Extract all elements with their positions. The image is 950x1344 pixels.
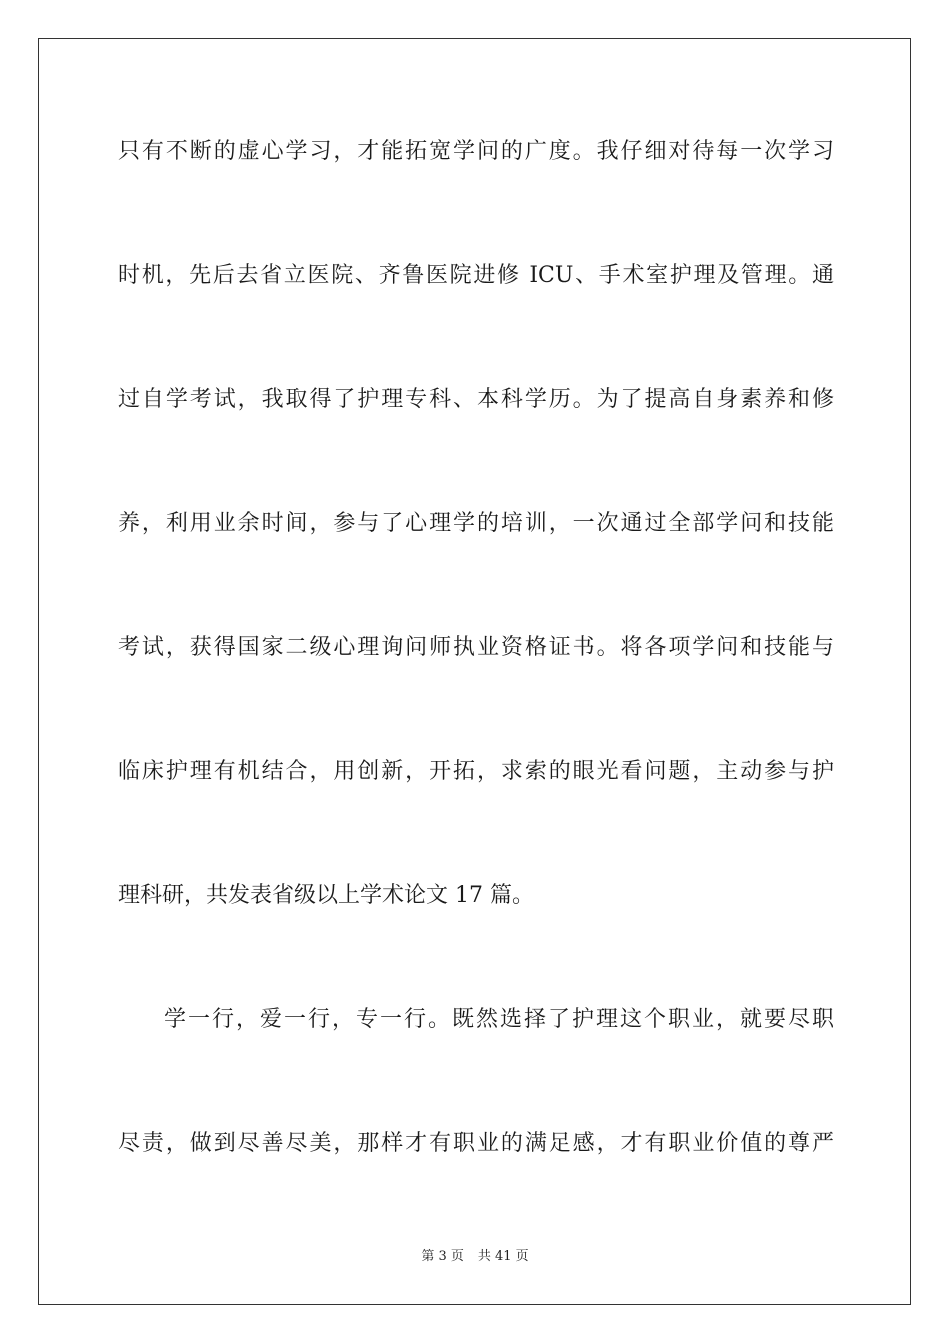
page-footer — [0, 1248, 950, 1266]
paragraph-line: 过自学考试，我取得了护理专科、本科学历。为了提高自身素养和修 — [118, 387, 834, 412]
paragraph-line: 时机，先后去省立医院、齐鲁医院进修 ICU、手术室护理及管理。通 — [118, 263, 834, 288]
page-total: 共 41 页 — [477, 1249, 529, 1264]
paragraph-line: 养，利用业余时间，参与了心理学的培训，一次通过全部学问和技能 — [118, 511, 834, 536]
page-number: 第 3 页 — [421, 1249, 464, 1264]
paragraph-line: 考试，获得国家二级心理询问师执业资格证书。将各项学问和技能与 — [118, 635, 834, 660]
page-border — [38, 38, 911, 1305]
paragraph-line: 理科研，共发表省级以上学术论文 17 篇。 — [118, 883, 534, 908]
paragraph-line: 尽责，做到尽善尽美，那样才有职业的满足感，才有职业价值的尊严 — [118, 1131, 834, 1156]
paragraph-line: 学一行，爱一行，专一行。既然选择了护理这个职业，就要尽职 — [164, 1007, 834, 1032]
paragraph-line: 只有不断的虚心学习，才能拓宽学问的广度。我仔细对待每一次学习 — [118, 139, 834, 164]
paragraph-line: 临床护理有机结合，用创新，开拓，求索的眼光看问题，主动参与护 — [118, 759, 834, 784]
